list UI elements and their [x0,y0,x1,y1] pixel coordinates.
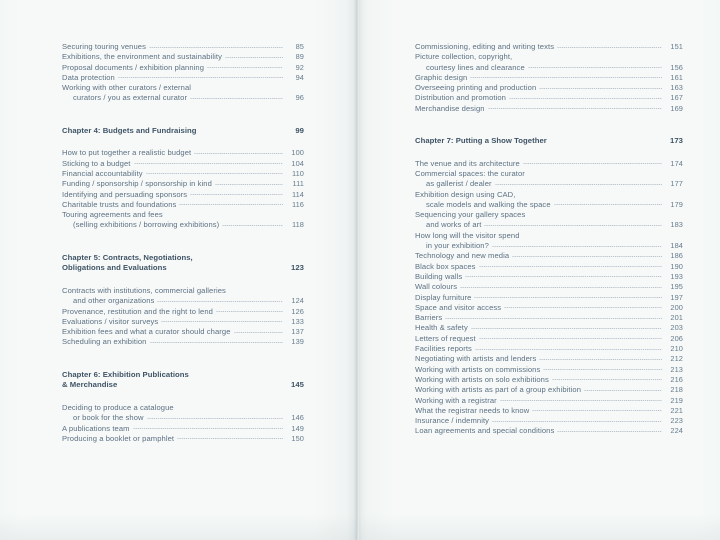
toc-entry-line[interactable] [62,337,304,347]
leader-dots [134,163,283,164]
gutter-shadow-right [359,0,367,540]
leader-dots [532,410,662,411]
toc-entry-title: How to put together a realistic budget [62,148,192,158]
toc-entry-line[interactable] [415,42,683,52]
toc-entry-title: in your exhibition? [426,241,489,251]
toc-entry-title: (selling exhibitions / borrowing exhibitions) [73,220,220,230]
toc-entry-page-number: 114 [291,189,304,199]
toc-entry-line[interactable] [415,200,683,210]
toc-entry-title: A publications team [62,423,130,433]
toc-entry-title: Insurance / indemnity [415,416,490,426]
chapter-heading-title: Obligations and Evaluations [62,263,167,273]
chapter-heading-line[interactable] [62,253,304,264]
toc-entry-title: What the registrar needs to know [415,405,530,415]
leader-dots [150,342,284,343]
toc-entry-page-number: 163 [670,83,683,93]
leader-dots [133,428,283,429]
toc-entry-line[interactable] [62,286,304,296]
toc-entry-title: Working with artists on solo exhibitions [415,374,549,384]
toc-entry-title: Space and visitor access [415,302,502,312]
toc-entry-group [62,148,304,230]
toc-entry-title: Provenance, restitution and the right to lend [62,306,213,316]
chapter-heading-line[interactable] [62,370,304,381]
toc-entry-line[interactable] [415,416,683,426]
vertical-gap [62,274,304,286]
leader-dots [475,349,662,350]
toc-entry-line[interactable] [62,220,304,230]
leader-dots [488,108,662,109]
toc-entry-page-number: 169 [670,103,683,113]
toc-entry-page-number: 218 [670,385,683,395]
toc-entry-page-number: 137 [291,327,304,337]
toc-entry-page-number: 206 [670,333,683,343]
toc-entry-page-number: 146 [291,413,304,423]
toc-entry-page-number: 151 [670,42,683,51]
toc-entry-line[interactable] [415,179,683,189]
toc-entry-line[interactable] [62,73,304,83]
toc-entry-page-number: 100 [291,148,304,158]
toc-entry-line[interactable] [62,148,304,158]
leader-dots [471,328,662,329]
toc-entry-page-number: 149 [291,423,304,433]
toc-entry-page-number: 110 [291,168,304,178]
toc-entry-line[interactable] [415,375,683,385]
toc-entry-line[interactable] [415,385,683,395]
chapter-heading-page-number: 173 [670,136,683,146]
vertical-gap [415,114,683,136]
toc-entry-title: Touring agreements and fees [62,210,163,220]
left-page-toc-list [62,42,304,444]
toc-entry-line[interactable] [415,426,683,436]
toc-entry-page-number: 92 [295,62,304,72]
toc-entry-line[interactable] [62,296,304,306]
vertical-gap [62,391,304,403]
vertical-gap [415,147,683,159]
toc-entry-page-number: 94 [295,72,304,82]
chapter-heading-line[interactable] [415,136,683,147]
toc-entry-line[interactable] [415,190,683,200]
toc-entry-line[interactable] [415,159,683,169]
toc-entry-page-number: 118 [291,220,304,230]
leader-dots [539,359,662,360]
toc-entry-line[interactable] [415,303,683,313]
toc-entry-title: courtesy lines and clearance [426,62,525,72]
leader-dots [543,369,662,370]
toc-entry-page-number: 212 [670,354,683,364]
left-page [0,0,358,540]
toc-entry-title: Working with a registrar [415,395,497,405]
leader-dots [146,173,283,174]
toc-entry-line[interactable] [62,403,304,413]
toc-entry-page-number: 201 [670,313,683,323]
leader-dots [190,98,283,99]
toc-entry-page-number: 104 [291,158,304,168]
leader-dots [479,338,662,339]
leader-dots [147,418,283,419]
toc-entry-title: Overseeing printing and production [415,83,537,93]
toc-entry-title: Contracts with institutions, commercial galleries [62,285,226,295]
toc-entry-line[interactable] [415,52,683,62]
toc-entry-title: Health & safety [415,323,468,333]
leader-dots [161,321,283,322]
toc-entry-title: Data protection [62,72,115,82]
leader-dots [554,204,662,205]
toc-entry-page-number: 193 [670,271,683,281]
toc-entry-line[interactable] [415,104,683,114]
toc-entry-page-number: 156 [670,62,683,72]
toc-entry-title: Black box spaces [415,261,476,271]
toc-entry-line[interactable] [415,251,683,261]
toc-entry-page-number: 186 [670,251,683,261]
toc-entry-page-number: 167 [670,93,683,103]
toc-entry-title: The venue and its architecture [415,158,520,168]
toc-entry-title: Securing touring venues [62,42,146,51]
chapter-heading-title: Chapter 6: Exhibition Publications [62,369,189,379]
toc-entry-line[interactable] [415,169,683,179]
toc-entry-line[interactable] [62,93,304,103]
leader-dots [539,88,662,89]
toc-entry-title: Exhibition fees and what a curator should charge [62,327,231,337]
toc-entry-line[interactable] [62,169,304,179]
leader-dots [584,390,662,391]
toc-entry-page-number: 124 [291,296,304,306]
toc-entry-line[interactable] [415,344,683,354]
gutter-shadow-left [347,0,357,540]
toc-entry-page-number: 179 [670,199,683,209]
toc-entry-title: Financial accountability [62,168,143,178]
leader-dots [225,57,283,58]
toc-entry-title: Deciding to produce a catalogue [62,402,174,412]
leader-dots [492,246,662,247]
toc-entry-page-number: 139 [291,337,304,347]
toc-entry-line[interactable] [415,293,683,303]
leader-dots [512,256,662,257]
toc-entry-title: Loan agreements and special conditions [415,426,555,436]
leader-dots [523,163,662,164]
toc-entry-page-number: 216 [670,374,683,384]
chapter-heading-title: Chapter 7: Putting a Show Together [415,136,547,146]
toc-entry-line[interactable] [415,406,683,416]
toc-entry-line[interactable] [415,334,683,344]
toc-entry-line[interactable] [62,424,304,434]
toc-entry-line[interactable] [62,190,304,200]
toc-entry-title: Sticking to a budget [62,158,131,168]
leader-dots [234,332,283,333]
toc-entry-line[interactable] [62,327,304,337]
chapter-heading-line[interactable] [62,380,304,391]
toc-entry-title: as gallerist / dealer [426,179,492,189]
leader-dots [460,287,662,288]
toc-entry-title: Negotiating with artists and lenders [415,354,537,364]
leader-dots [118,77,283,78]
toc-entry-line[interactable] [62,63,304,73]
toc-entry-page-number: 190 [670,261,683,271]
leader-dots [492,421,662,422]
chapter-heading-page-number: 145 [291,380,304,390]
toc-entry-group [62,42,304,104]
toc-entry-title: Picture collection, copyright, [415,52,513,62]
leader-dots [557,431,662,432]
toc-entry-group [415,159,683,437]
toc-entry-page-number: 184 [670,241,683,251]
toc-entry-page-number: 133 [291,316,304,326]
toc-entry-line[interactable] [62,317,304,327]
leader-dots [528,67,662,68]
toc-entry-title: Technology and new media [415,251,510,261]
toc-entry-page-number: 223 [670,416,683,426]
toc-entry-group [62,403,304,444]
toc-entry-page-number: 126 [291,306,304,316]
toc-entry-line[interactable] [415,93,683,103]
toc-entry-page-number: 203 [670,323,683,333]
toc-entry-title: Merchandise design [415,103,485,113]
toc-entry-line[interactable] [62,52,304,62]
vertical-gap [62,231,304,253]
right-page-bottom-shading [359,514,720,540]
leader-dots [557,47,662,48]
toc-entry-line[interactable] [62,434,304,444]
leader-dots [194,153,283,154]
toc-entry-title: Commercial spaces: the curator [415,168,525,178]
left-page-bottom-shading [0,514,357,540]
leader-dots [552,379,662,380]
toc-entry-page-number: 213 [670,364,683,374]
toc-entry-title: Scheduling an exhibition [62,337,147,347]
toc-entry-title: Building walls [415,271,463,281]
chapter-heading-title: & Merchandise [62,380,118,390]
chapter-heading-page-number: 99 [295,125,304,135]
vertical-gap [62,136,304,148]
toc-entry-title: Working with other curators / external [62,83,192,93]
toc-entry-line[interactable] [62,413,304,423]
leader-dots [509,98,662,99]
toc-entry-title: Facilities reports [415,344,472,354]
toc-entry-line[interactable] [415,262,683,272]
toc-entry-title: Charitable trusts and foundations [62,199,177,209]
leader-dots [222,225,283,226]
leader-dots [465,276,662,277]
leader-dots [445,318,662,319]
toc-entry-title: curators / you as external curator [73,93,188,103]
right-page-toc-list [415,42,683,437]
toc-entry-title: How long will the visitor spend [415,230,520,240]
toc-entry-title: Exhibitions, the environment and sustainability [62,52,222,62]
toc-entry-page-number: 174 [670,158,683,168]
leader-dots [207,67,283,68]
toc-entry-title: Display furniture [415,292,472,302]
toc-entry-page-number: 183 [670,220,683,230]
toc-entry-page-number: 219 [670,395,683,405]
toc-entry-title: Exhibition design using CAD, [415,189,516,199]
leader-dots [495,184,662,185]
vertical-gap [62,348,304,370]
right-page [358,0,720,540]
leader-dots [190,194,283,195]
toc-entry-title: Graphic design [415,72,468,82]
leader-dots [157,301,283,302]
toc-entry-page-number: 89 [295,52,304,62]
toc-entry-title: or book for the show [73,413,144,423]
toc-entry-line[interactable] [415,323,683,333]
toc-entry-page-number: 161 [670,72,683,82]
toc-entry-title: Commissioning, editing and writing texts [415,42,555,51]
leader-dots [179,204,283,205]
toc-entry-title: Evaluations / visitor surveys [62,316,159,326]
toc-entry-page-number: 221 [670,405,683,415]
chapter-heading-title: Chapter 5: Contracts, Negotiations, [62,252,193,262]
toc-entry-group [62,286,304,348]
leader-dots [500,400,662,401]
leader-dots [474,297,662,298]
leader-dots [484,225,662,226]
toc-entry-title: Distribution and promotion [415,93,506,103]
toc-entry-page-number: 200 [670,302,683,312]
leader-dots [470,77,662,78]
toc-entry-page-number: 85 [295,42,304,51]
leader-dots [216,311,283,312]
vertical-gap [62,104,304,126]
toc-entry-line[interactable] [415,73,683,83]
toc-entry-title: Identifying and persuading sponsors [62,189,188,199]
toc-entry-page-number: 111 [292,179,304,189]
toc-entry-title: scale models and walking the space [426,199,551,209]
toc-entry-line[interactable] [62,307,304,317]
leader-dots [479,266,662,267]
toc-entry-page-number: 150 [291,433,304,443]
toc-entry-title: Proposal documents / exhibition planning [62,62,205,72]
toc-entry-title: Wall colours [415,282,458,292]
toc-entry-page-number: 210 [670,344,683,354]
toc-entry-line[interactable] [415,313,683,323]
chapter-heading-page-number: 123 [291,263,304,273]
leader-dots [149,47,283,48]
toc-entry-line[interactable] [415,282,683,292]
toc-entry-title: Working with artists as part of a group exhibition [415,385,582,395]
chapter-heading-line[interactable] [62,263,304,274]
toc-entry-line[interactable] [415,83,683,93]
toc-entry-line[interactable] [62,83,304,93]
toc-entry-line[interactable] [415,396,683,406]
toc-entry-title: Barriers [415,313,443,323]
toc-entry-line[interactable] [415,241,683,251]
toc-entry-line[interactable] [62,200,304,210]
toc-entry-line[interactable] [415,365,683,375]
toc-entry-line[interactable] [415,354,683,364]
toc-entry-title: Working with artists on commissions [415,364,541,374]
chapter-heading-line[interactable] [62,126,304,137]
toc-entry-page-number: 116 [291,199,304,209]
toc-entry-title: Funding / sponsorship / sponsorship in kind [62,179,212,189]
toc-entry-title: Producing a booklet or pamphlet [62,433,175,443]
toc-entry-title: Letters of request [415,333,476,343]
toc-entry-line[interactable] [62,210,304,220]
leader-dots [504,307,662,308]
toc-entry-group [415,42,683,114]
toc-entry-line[interactable] [62,159,304,169]
toc-entry-line[interactable] [62,42,304,52]
toc-entry-line[interactable] [415,63,683,73]
toc-entry-page-number: 96 [295,93,304,103]
leader-dots [177,438,283,439]
toc-entry-title: and other organizations [73,296,155,306]
toc-entry-line[interactable] [62,179,304,189]
toc-entry-title: and works of art [426,220,482,230]
toc-entry-line[interactable] [415,272,683,282]
toc-entry-line[interactable] [415,220,683,230]
toc-entry-line[interactable] [415,231,683,241]
toc-entry-page-number: 197 [670,292,683,302]
toc-entry-page-number: 224 [670,426,683,436]
leader-dots [215,184,283,185]
toc-entry-page-number: 195 [670,282,683,292]
chapter-heading-title: Chapter 4: Budgets and Fundraising [62,125,197,135]
toc-entry-page-number: 177 [670,179,683,189]
toc-entry-title: Sequencing your gallery spaces [415,210,526,220]
toc-entry-line[interactable] [415,210,683,220]
